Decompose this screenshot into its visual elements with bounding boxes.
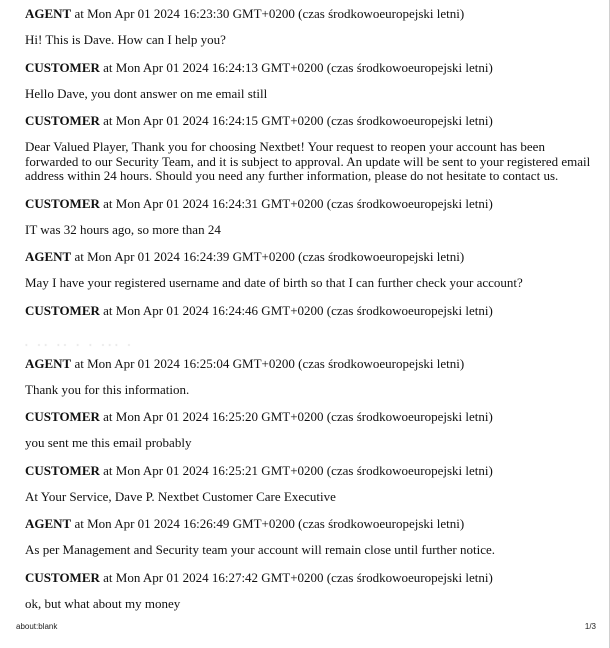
message-timestamp: at Mon Apr 01 2024 16:24:39 GMT+0200 (czas środkowoeuropejski letni) — [74, 249, 465, 264]
message-role: AGENT — [25, 355, 72, 371]
message-timestamp: at Mon Apr 01 2024 16:24:15 GMT+0200 (czas środkowoeuropejski letni) — [103, 113, 493, 128]
message-header — [25, 356, 595, 371]
message-header — [25, 463, 595, 478]
chat-transcript — [25, 6, 595, 623]
chat-message — [25, 409, 595, 451]
message-role: CUSTOMER — [25, 113, 100, 128]
message-timestamp: at Mon Apr 01 2024 16:25:20 GMT+0200 (czas środkowoeuropejski letni) — [103, 409, 493, 424]
chat-message — [25, 356, 595, 398]
chat-message — [25, 6, 595, 48]
message-timestamp: at Mon Apr 01 2024 16:27:42 GMT+0200 (czas środkowoeuropejski letni) — [103, 569, 493, 585]
chat-message — [25, 302, 595, 350]
message-role: AGENT — [25, 516, 72, 531]
message-text: you sent me this email probably — [25, 435, 192, 450]
message-role: CUSTOMER — [25, 569, 100, 585]
message-text: Hello Dave, you dont answer on me email still — [25, 85, 268, 101]
message-text: IT was 32 hours ago, so more than 24 — [25, 221, 221, 237]
message-header — [25, 113, 595, 128]
redaction-mark: · ·· ·· · · ··· · — [25, 340, 135, 350]
message-role: CUSTOMER — [25, 59, 100, 75]
redacted-message-text — [25, 330, 595, 350]
chat-message — [25, 249, 595, 291]
message-role: CUSTOMER — [25, 462, 100, 478]
message-text: Thank you for this information. — [25, 381, 190, 397]
message-header — [25, 516, 595, 531]
message-header — [25, 6, 595, 21]
message-timestamp: at Mon Apr 01 2024 16:26:49 GMT+0200 (czas środkowoeuropejski letni) — [74, 516, 465, 531]
message-text: Hi! This is Dave. How can I help you? — [25, 32, 226, 47]
message-header — [25, 570, 595, 585]
message-text: At Your Service, Dave P. Nextbet Customer Care Executive — [25, 488, 336, 504]
message-text: May I have your registered username and date of birth so that I can further check your account? — [25, 275, 523, 290]
message-role: CUSTOMER — [25, 409, 100, 424]
chat-message — [25, 60, 595, 102]
message-timestamp: at Mon Apr 01 2024 16:25:21 GMT+0200 (czas środkowoeuropejski letni) — [103, 462, 493, 478]
chat-message — [25, 196, 595, 238]
message-timestamp: at Mon Apr 01 2024 16:24:13 GMT+0200 (czas środkowoeuropejski letni) — [103, 59, 493, 75]
message-header — [25, 196, 595, 211]
chat-message — [25, 463, 595, 505]
message-role: CUSTOMER — [25, 195, 100, 211]
message-header — [25, 409, 595, 424]
message-header — [25, 303, 595, 318]
chat-message — [25, 516, 595, 558]
message-role: AGENT — [25, 6, 72, 21]
message-timestamp: at Mon Apr 01 2024 16:23:30 GMT+0200 (czas środkowoeuropejski letni) — [74, 6, 465, 21]
message-text: As per Management and Security team your account will remain close until further notice. — [25, 542, 496, 557]
print-footer-page-number: 1/3 — [584, 622, 596, 631]
message-timestamp: at Mon Apr 01 2024 16:24:31 GMT+0200 (czas środkowoeuropejski letni) — [103, 195, 493, 211]
message-timestamp: at Mon Apr 01 2024 16:25:04 GMT+0200 (czas środkowoeuropejski letni) — [74, 355, 465, 371]
message-header — [25, 249, 595, 264]
message-text: Dear Valued Player, Thank you for choosing Nextbet! Your request to reopen your account has been forwarded to our Security Team, and it is subject to approval. An update will be sent to your registered email address within 24 hours. Should you need any further information, please do not hesitate to contact us. — [25, 139, 591, 183]
message-role: CUSTOMER — [25, 302, 100, 318]
print-footer-url: about:blank — [16, 622, 58, 631]
message-text: ok, but what about my money — [25, 595, 181, 611]
message-role: AGENT — [25, 249, 72, 264]
chat-message — [25, 113, 595, 184]
chat-message — [25, 570, 595, 612]
message-header — [25, 60, 595, 75]
message-timestamp: at Mon Apr 01 2024 16:24:46 GMT+0200 (czas środkowoeuropejski letni) — [103, 302, 493, 318]
